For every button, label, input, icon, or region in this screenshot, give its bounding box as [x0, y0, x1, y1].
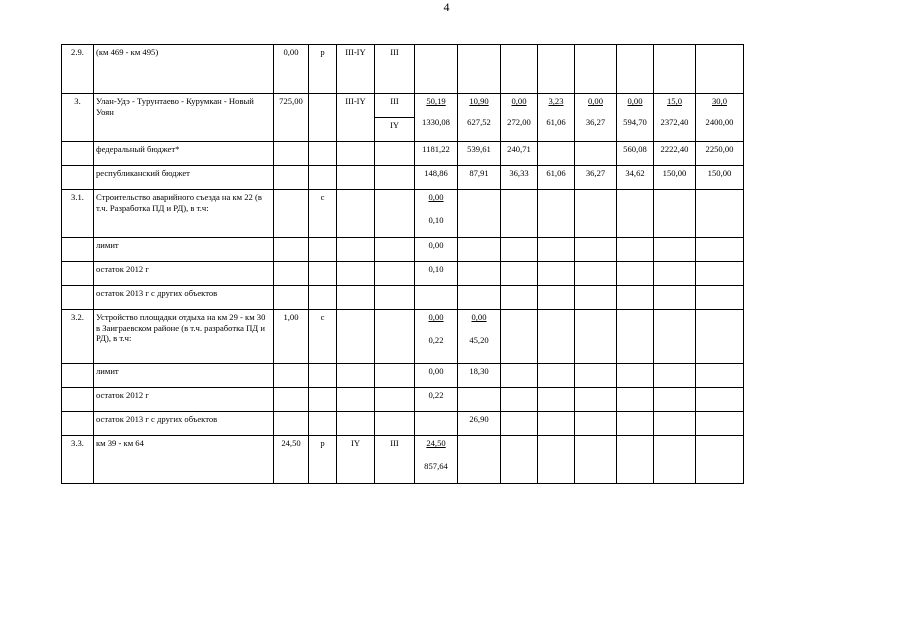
work-type	[309, 94, 337, 142]
value-cell: 10,90 627,52	[458, 94, 501, 142]
value-cell: 150,00	[696, 166, 744, 190]
object-name: Строительство аварийного съезда на км 22 (в т.ч. Разработка ПД и РД), в т.ч:	[94, 190, 274, 238]
value-cell: 87,91	[458, 166, 501, 190]
value-cell: 148,86	[415, 166, 458, 190]
table-row	[62, 262, 744, 286]
budget-label: республиканский бюджет	[94, 166, 274, 190]
value-cell: 34,62	[617, 166, 654, 190]
value-cell: 539,61	[458, 142, 501, 166]
table-row	[62, 286, 744, 310]
row-number: 3.3.	[62, 436, 94, 484]
value-cell: 0,00	[415, 238, 458, 262]
road-category-2: III	[375, 436, 415, 484]
table-row	[62, 412, 744, 436]
road-category-2b: IY	[375, 118, 415, 142]
row-number: 3.	[62, 94, 94, 142]
value-cell: 1181,22	[415, 142, 458, 166]
table-row	[62, 190, 744, 238]
subrow-label: лимит	[94, 238, 274, 262]
work-type: р	[309, 436, 337, 484]
table-row	[62, 310, 744, 364]
value-cell: 3,23 61,06	[538, 94, 575, 142]
road-length: 725,00	[274, 94, 309, 142]
value-cell: 18,30	[458, 364, 501, 388]
table-row	[62, 364, 744, 388]
value-cell: 0,00 0,22	[415, 310, 458, 364]
page-number: 4	[443, 0, 450, 14]
road-length: 0,00	[274, 45, 309, 94]
value-cell: 36,27	[575, 166, 617, 190]
value-cell: 0,00 0,10	[415, 190, 458, 238]
object-name: Устройство площадки отдыха на км 29 - км 30 в Заиграевском районе (в т.ч. разработка ПД и РД), в т.ч:	[94, 310, 274, 364]
work-type: с	[309, 190, 337, 238]
value-cell: 0,22	[415, 388, 458, 412]
value-cell: 150,00	[654, 166, 696, 190]
value-cell: 240,71	[501, 142, 538, 166]
subrow-label: остаток 2012 г	[94, 262, 274, 286]
table-row	[62, 142, 744, 166]
value-cell: 0,00	[415, 364, 458, 388]
work-type: р	[309, 45, 337, 94]
roads-program-table	[61, 44, 744, 484]
road-length: 24,50	[274, 436, 309, 484]
budget-label: федеральный бюджет*	[94, 142, 274, 166]
subrow-label: остаток 2013 г с других объектов	[94, 412, 274, 436]
value-cell: 30,0 2400,00	[696, 94, 744, 142]
value-cell: 26,90	[458, 412, 501, 436]
table-row	[62, 436, 744, 484]
value-cell: 61,06	[538, 166, 575, 190]
work-type: с	[309, 310, 337, 364]
road-category: IY	[337, 436, 375, 484]
road-name: Улан-Удэ - Турунтаево - Курумкан - Новый Уоян	[94, 94, 274, 142]
table-row	[62, 94, 744, 118]
table-row	[62, 166, 744, 190]
road-name: (км 469 - км 495)	[94, 45, 274, 94]
table-row	[62, 45, 744, 94]
value-cell: 15,0 2372,40	[654, 94, 696, 142]
road-category: III-IY	[337, 94, 375, 142]
road-name: км 39 - км 64	[94, 436, 274, 484]
value-cell: 560,08	[617, 142, 654, 166]
road-category-2: III	[375, 45, 415, 94]
row-number: 3.2.	[62, 310, 94, 364]
value-cell: 0,00 594,70	[617, 94, 654, 142]
value-cell	[575, 142, 617, 166]
road-length: 1,00	[274, 310, 309, 364]
value-cell: 0,00 45,20	[458, 310, 501, 364]
value-cell	[538, 142, 575, 166]
value-cell: 24,50 857,64	[415, 436, 458, 484]
subrow-label: остаток 2013 г с других объектов	[94, 286, 274, 310]
subrow-label: остаток 2012 г	[94, 388, 274, 412]
value-cell: 2222,40	[654, 142, 696, 166]
subrow-label: лимит	[94, 364, 274, 388]
table-row	[62, 238, 744, 262]
road-category-2: III	[375, 94, 415, 118]
value-cell: 0,00 272,00	[501, 94, 538, 142]
value-cell: 0,10	[415, 262, 458, 286]
row-number: 2.9.	[62, 45, 94, 94]
table-row	[62, 388, 744, 412]
road-category: III-IY	[337, 45, 375, 94]
value-cell: 2250,00	[696, 142, 744, 166]
row-number: 3.1.	[62, 190, 94, 238]
value-cell: 0,00 36,27	[575, 94, 617, 142]
value-cell: 50,19 1330,08	[415, 94, 458, 142]
value-cell: 36,33	[501, 166, 538, 190]
road-length	[274, 190, 309, 238]
